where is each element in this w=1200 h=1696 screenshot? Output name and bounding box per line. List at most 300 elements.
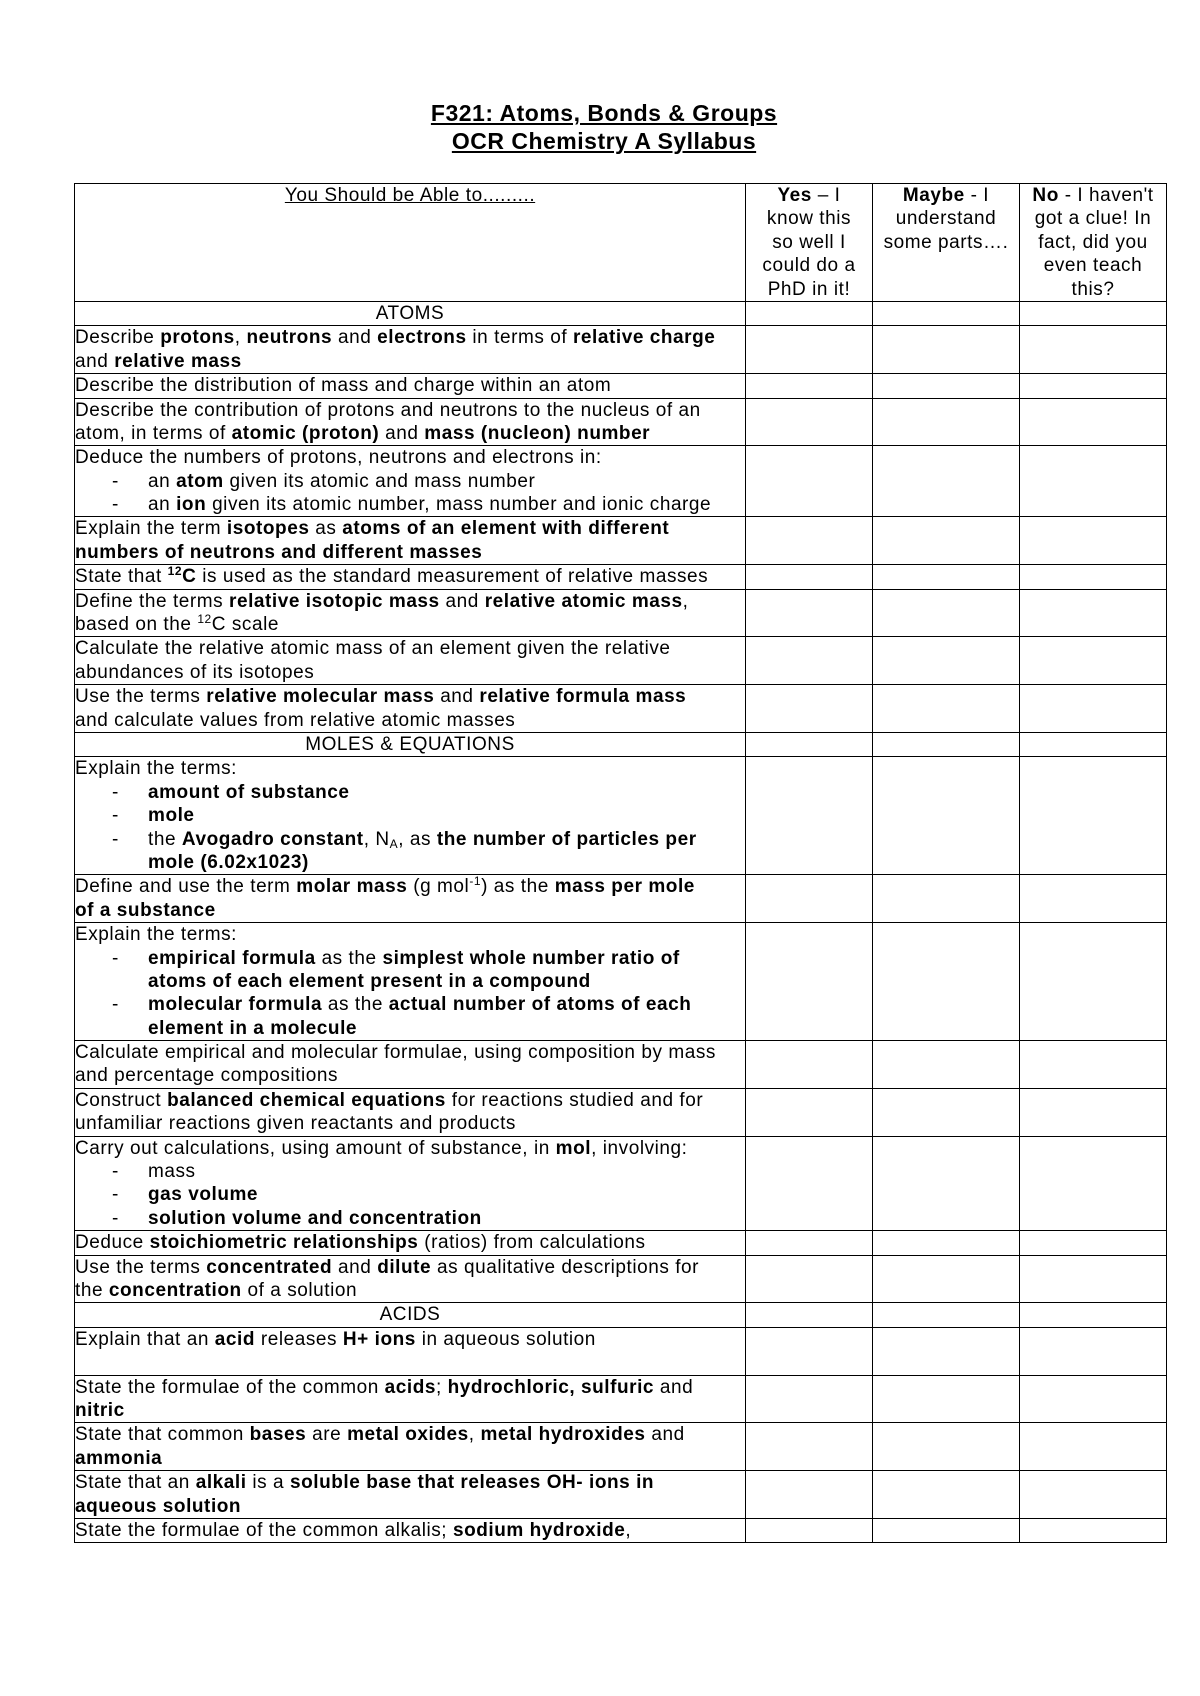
text-segment: an	[148, 494, 177, 516]
text-segment: even teach	[1043, 255, 1143, 277]
objective-cell	[75, 1375, 746, 1423]
objective-cell	[75, 637, 746, 685]
no-tick-cell	[1020, 875, 1167, 923]
no-tick-cell	[1020, 1088, 1167, 1136]
text-segment: Calculate empirical and molecular formulae, using composition by mass	[75, 1042, 716, 1064]
text-segment: atom	[176, 470, 224, 492]
objective-cell	[75, 1041, 746, 1089]
maybe-column-header	[873, 184, 1020, 302]
yes-tick-cell	[746, 637, 873, 685]
text-segment: hydrochloric, sulfuric	[447, 1376, 655, 1398]
text-line	[75, 374, 745, 397]
text-segment: sodium hydroxide	[452, 1519, 626, 1541]
objective-row	[75, 1423, 1167, 1471]
text-segment: based on the	[75, 614, 198, 636]
yes-tick-cell	[746, 1255, 873, 1303]
no-tick-cell	[1020, 1375, 1167, 1423]
text-segment: Avogadro constant	[181, 828, 364, 850]
maybe-tick-cell	[873, 326, 1020, 374]
text-segment: abundances of its isotopes	[75, 661, 315, 683]
text-segment: is a	[246, 1472, 291, 1494]
text-segment: , N	[363, 828, 390, 850]
text-segment: Deduce	[75, 1232, 150, 1254]
text-segment: molecular formula	[148, 994, 323, 1016]
header-line	[746, 278, 872, 301]
objective-cell	[75, 875, 746, 923]
yes-tick-cell	[746, 301, 873, 325]
paragraph	[75, 1231, 745, 1254]
text-segment: mol	[555, 1137, 592, 1159]
text-segment: mole	[148, 805, 195, 827]
text-segment: Calculate the relative atomic mass of an element given the relative	[75, 638, 671, 660]
paragraph	[75, 757, 745, 780]
text-segment: of a substance	[75, 899, 216, 921]
text-line	[75, 1351, 745, 1374]
text-line	[75, 923, 745, 946]
text-line	[75, 637, 745, 660]
objective-row	[75, 1327, 1167, 1375]
text-segment: Explain that an	[75, 1328, 215, 1350]
text-segment: nitric	[75, 1399, 125, 1421]
bullet-dash: -	[112, 994, 119, 1016]
objective-row	[75, 398, 1167, 446]
no-tick-cell	[1020, 301, 1167, 325]
text-segment: , involving:	[591, 1137, 688, 1159]
text-segment: alkali	[195, 1472, 247, 1494]
text-segment: and	[332, 327, 378, 349]
text-segment: mole (6.02x1023)	[148, 851, 309, 873]
text-segment: bases	[249, 1424, 307, 1446]
objective-row	[75, 1518, 1167, 1542]
maybe-tick-cell	[873, 1375, 1020, 1423]
text-segment: Explain the term	[75, 518, 227, 540]
no-tick-cell	[1020, 733, 1167, 757]
text-segment: A	[389, 836, 399, 851]
text-line	[148, 1183, 745, 1206]
header-line	[873, 207, 1019, 230]
text-segment: relative charge	[572, 327, 716, 349]
objective-cell	[75, 374, 746, 398]
text-segment: State that	[75, 566, 168, 588]
bullet-dash: -	[112, 1161, 119, 1183]
no-tick-cell	[1020, 1041, 1167, 1089]
no-tick-cell	[1020, 1136, 1167, 1231]
text-segment: atom, in terms of	[75, 422, 232, 444]
text-segment: dilute	[377, 1256, 432, 1278]
no-column-header	[1020, 184, 1167, 302]
maybe-tick-cell	[873, 733, 1020, 757]
text-segment: molar mass	[296, 876, 408, 898]
text-segment: -1	[469, 874, 482, 889]
paragraph	[75, 1423, 745, 1470]
text-line	[75, 590, 745, 613]
bullet-dash: -	[112, 1207, 119, 1229]
text-segment: Construct	[75, 1089, 168, 1111]
objective-cell	[75, 326, 746, 374]
objective-row	[75, 923, 1167, 1041]
no-tick-cell	[1020, 1231, 1167, 1255]
text-line	[148, 470, 745, 493]
text-line	[148, 1207, 745, 1230]
text-segment: ) as the	[481, 876, 555, 898]
text-segment: (ratios) from calculations	[418, 1232, 646, 1254]
text-segment: ion	[176, 494, 207, 516]
text-segment: Describe the contribution of protons and neutrons to the nucleus of an	[75, 399, 701, 421]
text-segment: PhD in it!	[767, 278, 851, 300]
objective-cell	[75, 685, 746, 733]
objective-row	[75, 1375, 1167, 1423]
bullet-item	[75, 993, 745, 1040]
text-segment: could do a	[762, 255, 856, 277]
text-segment: relative atomic mass	[484, 590, 683, 612]
no-tick-cell	[1020, 517, 1167, 565]
paragraph	[75, 1471, 745, 1518]
paragraph	[75, 399, 745, 446]
objective-row	[75, 326, 1167, 374]
text-segment: Use the terms	[75, 686, 207, 708]
document-title: F321: Atoms, Bonds & Groups	[430, 100, 778, 126]
paragraph	[75, 1376, 745, 1423]
text-segment: State the formulae of the common	[75, 1376, 385, 1398]
yes-tick-cell	[746, 326, 873, 374]
objectives-column-header: You Should be Able to.........	[75, 184, 746, 302]
text-line	[75, 350, 745, 373]
header-line	[1020, 231, 1166, 254]
yes-tick-cell	[746, 757, 873, 875]
maybe-tick-cell	[873, 923, 1020, 1041]
text-line	[75, 446, 745, 469]
yes-tick-cell	[746, 1136, 873, 1231]
text-segment: in terms of	[466, 327, 573, 349]
text-segment: electrons	[377, 327, 467, 349]
text-segment: and	[332, 1256, 378, 1278]
paragraph	[75, 1041, 745, 1088]
text-segment: ,	[682, 590, 689, 612]
maybe-tick-cell	[873, 1423, 1020, 1471]
yes-tick-cell	[746, 398, 873, 446]
bullet-dash: -	[112, 470, 119, 492]
yes-tick-cell	[746, 1423, 873, 1471]
text-segment: mass	[148, 1161, 196, 1183]
text-segment: atoms of an element with different	[342, 518, 670, 540]
maybe-tick-cell	[873, 1303, 1020, 1327]
text-line	[148, 828, 745, 851]
text-segment: ;	[435, 1376, 448, 1398]
text-segment: Explain the terms:	[75, 924, 237, 946]
text-line	[75, 1231, 745, 1254]
text-line	[75, 541, 745, 564]
paragraph	[75, 685, 745, 732]
text-segment: the	[75, 1280, 109, 1301]
yes-column-header	[746, 184, 873, 302]
maybe-tick-cell	[873, 1518, 1020, 1542]
header-line	[1020, 184, 1166, 207]
header-line	[746, 254, 872, 277]
text-line	[75, 685, 745, 708]
maybe-tick-cell	[873, 875, 1020, 923]
text-line	[148, 851, 745, 874]
no-tick-cell	[1020, 326, 1167, 374]
text-segment: this?	[1071, 278, 1115, 300]
text-segment: atoms of each element present in a compound	[148, 970, 591, 992]
no-tick-cell	[1020, 1518, 1167, 1542]
objective-row	[75, 446, 1167, 517]
text-segment: unfamiliar reactions given reactants and products	[75, 1113, 516, 1135]
objective-row	[75, 1041, 1167, 1089]
text-segment: solution volume and concentration	[148, 1207, 482, 1229]
text-line	[75, 1112, 745, 1135]
text-line	[148, 493, 745, 516]
objective-cell	[75, 1471, 746, 1519]
checklist-body	[75, 301, 1167, 1542]
paragraph	[75, 446, 745, 469]
bullet-dash: -	[112, 1184, 119, 1206]
text-segment: C scale	[211, 614, 279, 636]
maybe-tick-cell	[873, 1231, 1020, 1255]
text-segment: isotopes	[226, 518, 310, 540]
paragraph	[75, 923, 745, 946]
objective-cell	[75, 1088, 746, 1136]
bullet-item	[75, 1160, 745, 1183]
text-segment: mass (nucleon) number	[424, 422, 651, 444]
objective-cell	[75, 446, 746, 517]
text-segment: Maybe	[902, 185, 965, 206]
text-segment: numbers of neutrons and different masses	[75, 541, 483, 563]
text-segment: Explain the terms:	[75, 758, 237, 780]
text-line	[75, 517, 745, 540]
objective-row	[75, 1231, 1167, 1255]
text-segment: understand	[895, 208, 997, 230]
objective-cell	[75, 1136, 746, 1231]
text-segment: acids	[384, 1376, 436, 1398]
text-segment: ,	[468, 1424, 481, 1446]
yes-tick-cell	[746, 1303, 873, 1327]
text-segment: Yes	[777, 185, 812, 206]
no-tick-cell	[1020, 565, 1167, 589]
objective-row	[75, 565, 1167, 589]
maybe-tick-cell	[873, 1471, 1020, 1519]
text-segment: in aqueous solution	[415, 1328, 596, 1350]
maybe-tick-cell	[873, 637, 1020, 685]
text-segment: relative isotopic mass	[229, 590, 440, 612]
yes-tick-cell	[746, 923, 873, 1041]
text-line	[75, 1137, 745, 1160]
header-line	[746, 184, 872, 207]
text-segment: - I	[964, 185, 990, 206]
text-segment: and	[654, 1376, 694, 1398]
yes-tick-cell	[746, 685, 873, 733]
text-segment: amount of substance	[148, 781, 350, 803]
bullet-item	[75, 1207, 745, 1230]
title-block	[4, 99, 1200, 156]
objective-row	[75, 374, 1167, 398]
text-segment: ammonia	[75, 1447, 163, 1469]
paragraph	[75, 1328, 745, 1375]
text-segment: releases	[255, 1328, 343, 1350]
text-segment: know this	[766, 208, 852, 230]
maybe-tick-cell	[873, 1041, 1020, 1089]
paragraph	[75, 875, 745, 922]
yes-tick-cell	[746, 1518, 873, 1542]
maybe-tick-cell	[873, 517, 1020, 565]
text-segment: aqueous solution	[75, 1495, 242, 1517]
objective-row	[75, 685, 1167, 733]
maybe-tick-cell	[873, 1327, 1020, 1375]
text-segment: relative molecular mass	[206, 686, 435, 708]
yes-tick-cell	[746, 446, 873, 517]
no-tick-cell	[1020, 1471, 1167, 1519]
header-line	[873, 231, 1019, 254]
objective-cell	[75, 1518, 746, 1542]
paragraph	[75, 326, 745, 373]
text-segment: State that an	[75, 1472, 196, 1494]
maybe-tick-cell	[873, 446, 1020, 517]
text-segment: as	[309, 518, 343, 540]
text-segment: (g mol	[407, 876, 470, 898]
text-segment: Describe the distribution of mass and charge within an atom	[75, 375, 612, 397]
text-segment: Define the terms	[75, 590, 230, 612]
text-segment: are	[306, 1424, 348, 1446]
text-line	[148, 1017, 745, 1040]
text-segment: State that common	[75, 1424, 250, 1446]
text-segment: and calculate values from relative atomic masses	[75, 709, 516, 731]
objective-cell	[75, 565, 746, 589]
text-segment: and	[434, 686, 480, 708]
objective-cell	[75, 1255, 746, 1303]
maybe-tick-cell	[873, 301, 1020, 325]
text-segment: Describe	[75, 327, 161, 349]
text-segment: relative mass	[114, 350, 242, 372]
no-tick-cell	[1020, 374, 1167, 398]
text-segment: for reactions studied and for	[445, 1089, 704, 1111]
yes-tick-cell	[746, 1471, 873, 1519]
text-segment: Deduce the numbers of protons, neutrons and electrons in:	[75, 447, 602, 469]
no-tick-cell	[1020, 589, 1167, 637]
maybe-tick-cell	[873, 1088, 1020, 1136]
maybe-tick-cell	[873, 398, 1020, 446]
text-line	[148, 993, 745, 1016]
objective-cell	[75, 757, 746, 875]
text-segment: an	[148, 470, 177, 492]
bullet-item	[75, 493, 745, 516]
header-line	[1020, 207, 1166, 230]
text-segment: – I	[811, 185, 841, 206]
header-line	[1020, 254, 1166, 277]
text-line	[75, 661, 745, 684]
bullet-item	[75, 1183, 745, 1206]
text-line	[75, 1519, 745, 1542]
text-segment: is used as the standard measurement of relative masses	[196, 566, 709, 588]
text-segment: as the	[315, 947, 383, 969]
paragraph	[75, 1519, 745, 1542]
yes-tick-cell	[746, 1375, 873, 1423]
text-segment: as the	[322, 994, 389, 1016]
yes-tick-cell	[746, 1231, 873, 1255]
objective-cell	[75, 589, 746, 637]
text-segment: acid	[214, 1328, 255, 1350]
text-segment: mass per mole	[554, 876, 695, 898]
text-segment: so well I	[772, 231, 846, 253]
text-line	[75, 1423, 745, 1446]
text-segment: , as	[398, 828, 437, 850]
text-segment: H+ ions	[342, 1328, 416, 1350]
text-segment: and percentage compositions	[75, 1065, 339, 1087]
text-segment: the number of particles per	[436, 828, 697, 850]
header-row	[75, 184, 1167, 302]
bullet-dash: -	[112, 494, 119, 516]
paragraph	[75, 565, 745, 588]
objective-row	[75, 637, 1167, 685]
text-segment: No	[1032, 185, 1059, 206]
text-line	[75, 1399, 745, 1422]
document-subtitle: OCR Chemistry A Syllabus	[451, 128, 757, 155]
text-line	[75, 1089, 745, 1112]
objective-row	[75, 589, 1167, 637]
objective-row	[75, 517, 1167, 565]
section-heading: MOLES & EQUATIONS	[75, 733, 746, 757]
text-segment: Use the terms	[75, 1256, 207, 1278]
objective-row	[75, 875, 1167, 923]
maybe-tick-cell	[873, 685, 1020, 733]
maybe-tick-cell	[873, 374, 1020, 398]
text-line	[148, 1160, 745, 1183]
text-segment: stoichiometric relationships	[149, 1232, 419, 1254]
syllabus-checklist-table	[74, 183, 1167, 1543]
text-segment: and	[439, 590, 485, 612]
table-header	[75, 184, 1167, 302]
text-line	[75, 422, 745, 445]
text-segment: and	[379, 422, 425, 444]
objective-cell	[75, 517, 746, 565]
bullet-item	[75, 470, 745, 493]
header-line	[1020, 278, 1166, 301]
text-segment: C	[182, 566, 197, 588]
text-segment: got a clue! In	[1034, 208, 1152, 230]
text-line	[148, 970, 745, 993]
text-segment: soluble base that releases OH- ions in	[290, 1472, 655, 1494]
text-segment: relative formula mass	[479, 686, 687, 708]
text-segment: 12	[197, 612, 212, 627]
section-row	[75, 733, 1167, 757]
text-segment: some parts….	[883, 231, 1009, 253]
text-segment: ,	[625, 1519, 632, 1541]
text-segment: State the formulae of the common alkalis;	[75, 1519, 453, 1541]
objective-cell	[75, 398, 746, 446]
section-row	[75, 1303, 1167, 1327]
text-segment: given its atomic and mass number	[223, 470, 536, 492]
maybe-tick-cell	[873, 1136, 1020, 1231]
text-line	[75, 1064, 745, 1087]
yes-tick-cell	[746, 374, 873, 398]
section-row	[75, 301, 1167, 325]
text-line	[75, 1279, 745, 1302]
objective-row	[75, 1088, 1167, 1136]
header-line	[873, 184, 1019, 207]
maybe-tick-cell	[873, 565, 1020, 589]
maybe-tick-cell	[873, 1255, 1020, 1303]
text-line	[148, 947, 745, 970]
yes-tick-cell	[746, 1327, 873, 1375]
text-segment: protons	[160, 327, 235, 349]
objective-row	[75, 1255, 1167, 1303]
text-line	[75, 1447, 745, 1470]
header-line	[746, 207, 872, 230]
text-segment: atomic (proton)	[231, 422, 380, 444]
text-segment: Carry out calculations, using amount of substance, in	[75, 1137, 556, 1159]
bullet-dash: -	[112, 828, 119, 850]
text-line	[75, 757, 745, 780]
bullet-item	[75, 804, 745, 827]
